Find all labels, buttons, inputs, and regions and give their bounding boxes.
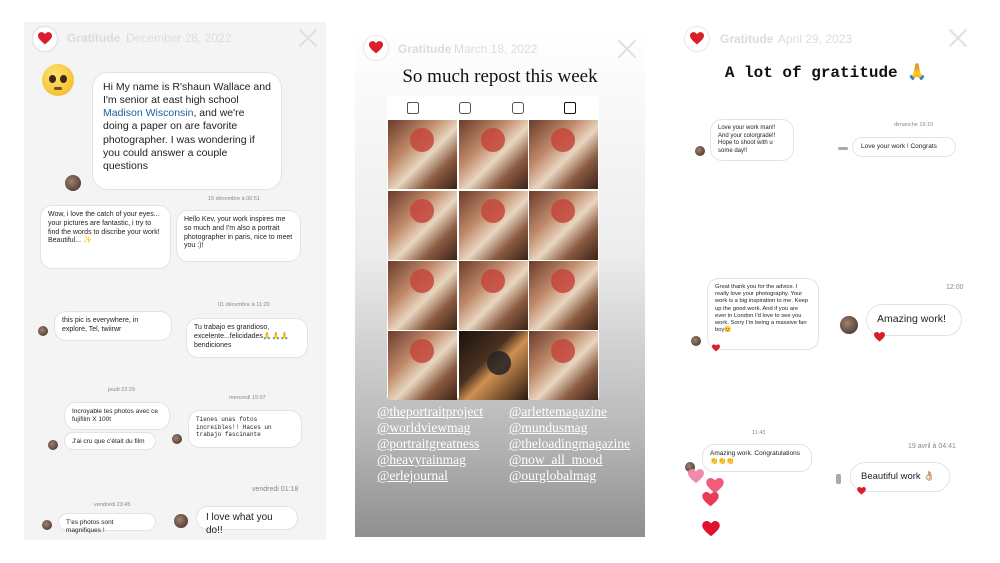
timestamp: 15 décembre à 00:51 <box>208 196 260 202</box>
message-bubble <box>852 137 956 157</box>
grid-photo[interactable] <box>459 261 528 330</box>
message-text: Tu trabajo es grandioso, excelente...felicidades🙏🙏🙏 bendiciones <box>194 324 290 349</box>
handle-link[interactable]: @erlejournal <box>377 468 448 483</box>
story-header <box>24 22 326 54</box>
message-bubble <box>64 432 156 450</box>
close-icon[interactable] <box>948 28 968 48</box>
timestamp: jeudi 22:29 <box>108 387 135 393</box>
profile-avatar[interactable] <box>364 36 388 60</box>
heart-icon <box>690 32 704 45</box>
message-text: , and we're doing a paper on are favorite photographer. I was wondering if you could answer a couple questions <box>103 107 255 172</box>
timestamp: 01 décembre à 11:20 <box>218 302 270 308</box>
grid-photo[interactable] <box>459 191 528 260</box>
grid-photo[interactable] <box>529 191 598 260</box>
floating-heart-icon <box>702 521 720 537</box>
story-title: Gratitude <box>720 32 774 46</box>
close-icon[interactable] <box>298 28 318 48</box>
grid-photo[interactable] <box>459 120 528 189</box>
handle-link[interactable]: @now_all_mood <box>509 452 603 467</box>
avatar <box>65 175 81 191</box>
message-bubble <box>54 311 172 341</box>
grid-photo[interactable] <box>529 261 598 330</box>
message-bubble <box>40 205 171 269</box>
profile-grid-screenshot <box>387 96 599 398</box>
message-text: Love your work man!! And your colorgrade!! Hope to shoot with u some day!! <box>718 125 776 154</box>
floating-heart-icon <box>688 469 704 484</box>
story-panel-2 <box>355 26 645 537</box>
message-text: Incroyable tes photos avec ce fujifilm X 100t <box>72 408 158 424</box>
avatar <box>38 326 48 336</box>
avatar <box>695 146 705 156</box>
message-text: Tienes unas fotos increíbles!! Haces un trabajo fascinante <box>196 416 272 438</box>
grid-photo[interactable] <box>388 120 457 189</box>
story-headline: So much repost this week <box>402 66 598 87</box>
story-panel-1 <box>24 22 326 540</box>
message-text: Hello Kev, your work inspires me so much and I'm also a portrait photographer in paris, nice to meet you :)! <box>184 216 293 250</box>
heart-reaction-icon <box>874 332 885 342</box>
tagged-icon[interactable] <box>564 102 576 114</box>
reels-icon[interactable] <box>459 102 471 114</box>
timestamp: vendredi 23:45 <box>94 502 131 508</box>
timestamp: vendredi 01:18 <box>252 486 299 493</box>
avatar <box>48 440 58 450</box>
heart-icon <box>369 41 383 54</box>
story-header <box>355 26 645 58</box>
message-text: T'es photos sont magnifiques ! <box>66 519 114 535</box>
handle-link[interactable]: @arlettemagazine <box>509 404 607 419</box>
message-text: J'ai cru que c'était du film <box>72 438 145 445</box>
message-bubble <box>186 318 308 358</box>
message-bubble <box>188 410 302 448</box>
timestamp: 11:43 <box>752 430 766 436</box>
message-bubble <box>707 278 819 350</box>
message-text: Amazing work! <box>877 313 946 325</box>
story-panel-3 <box>676 22 976 540</box>
heart-reaction-icon <box>857 487 866 495</box>
story-title: Gratitude <box>398 42 452 56</box>
handle-link[interactable]: @theportraitproject <box>377 404 484 419</box>
profile-avatar[interactable] <box>33 27 57 51</box>
story-date: March 18, 2022 <box>454 42 538 56</box>
message-bubble <box>58 513 156 535</box>
message-text: Wow, i love the catch of your eyes... your pictures are fantastic, i try to find the words to discribe your work! Beautiful... ✨ <box>48 211 160 245</box>
handle-link[interactable]: @mundusmag <box>509 420 588 435</box>
message-text: I love what you do!! <box>206 512 273 536</box>
message-text: Beautiful work 👌🏼 <box>861 471 936 482</box>
message-bubble <box>176 210 301 262</box>
handle-link[interactable]: @heavyrainmag <box>377 452 466 467</box>
timestamp: 19 avril à 04:41 <box>908 443 956 450</box>
message-bubble <box>710 119 794 161</box>
grid-tabs <box>387 96 599 120</box>
heart-reaction-icon <box>712 344 720 352</box>
link-icon <box>838 147 848 150</box>
handle-link[interactable]: @ourglobalmag <box>509 468 597 483</box>
timestamp: dimanche 19:10 <box>894 122 934 128</box>
message-bubble <box>92 72 282 190</box>
avatar <box>840 316 858 334</box>
message-text: Hi My name is R'shaun Wallace and I'm senior at east high school <box>103 81 271 107</box>
grid-photo[interactable] <box>459 331 528 400</box>
grid-photo[interactable] <box>529 331 598 400</box>
message-text: Love your work ! Congrats <box>861 143 937 150</box>
grid-photo[interactable] <box>388 261 457 330</box>
message-link[interactable]: Madison Wisconsin <box>103 107 194 120</box>
message-text: Amazing work. Congratulations 👏👏👏 <box>710 450 800 466</box>
timestamp: mercredi 15:07 <box>229 395 266 401</box>
handle-link[interactable]: @worldviewmag <box>377 420 471 435</box>
timestamp: 12:00 <box>946 284 964 291</box>
message-bubble <box>702 444 812 472</box>
link-icon <box>836 474 841 484</box>
avatar <box>174 514 188 528</box>
story-date: December 28, 2022 <box>126 31 232 45</box>
message-bubble <box>64 402 170 430</box>
story-title: Gratitude <box>67 31 121 45</box>
grid-photo[interactable] <box>529 120 598 189</box>
guides-icon[interactable] <box>512 102 524 114</box>
grid-photo[interactable] <box>388 191 457 260</box>
profile-avatar[interactable] <box>685 27 709 51</box>
avatar <box>172 434 182 444</box>
floating-heart-icon <box>702 492 719 507</box>
grid-icon[interactable] <box>407 102 419 114</box>
avatar <box>42 520 52 530</box>
story-header <box>676 22 976 54</box>
grid-photo[interactable] <box>388 331 457 400</box>
handle-link[interactable]: @portraitgreatness <box>377 436 480 451</box>
message-text: Great thank you for the advice. I really love your photography. Your work is a big inspiration to me. Keep up the good work. And if you are ever in London I'd love to see you work. Sorry I'm being a massive fan boy😊 <box>715 284 809 334</box>
story-date: April 29, 2023 <box>778 32 853 46</box>
emoji-pleading <box>42 64 74 96</box>
avatar <box>691 336 701 346</box>
close-icon[interactable] <box>617 39 637 59</box>
message-text: this pic is everywhere, in explore, Tel, twiirwr <box>62 317 139 333</box>
handle-link[interactable]: @theloadingmagazine <box>509 436 631 451</box>
message-bubble <box>196 506 298 536</box>
story-headline: A lot of gratitude 🙏 <box>724 64 928 82</box>
heart-icon <box>38 32 52 45</box>
